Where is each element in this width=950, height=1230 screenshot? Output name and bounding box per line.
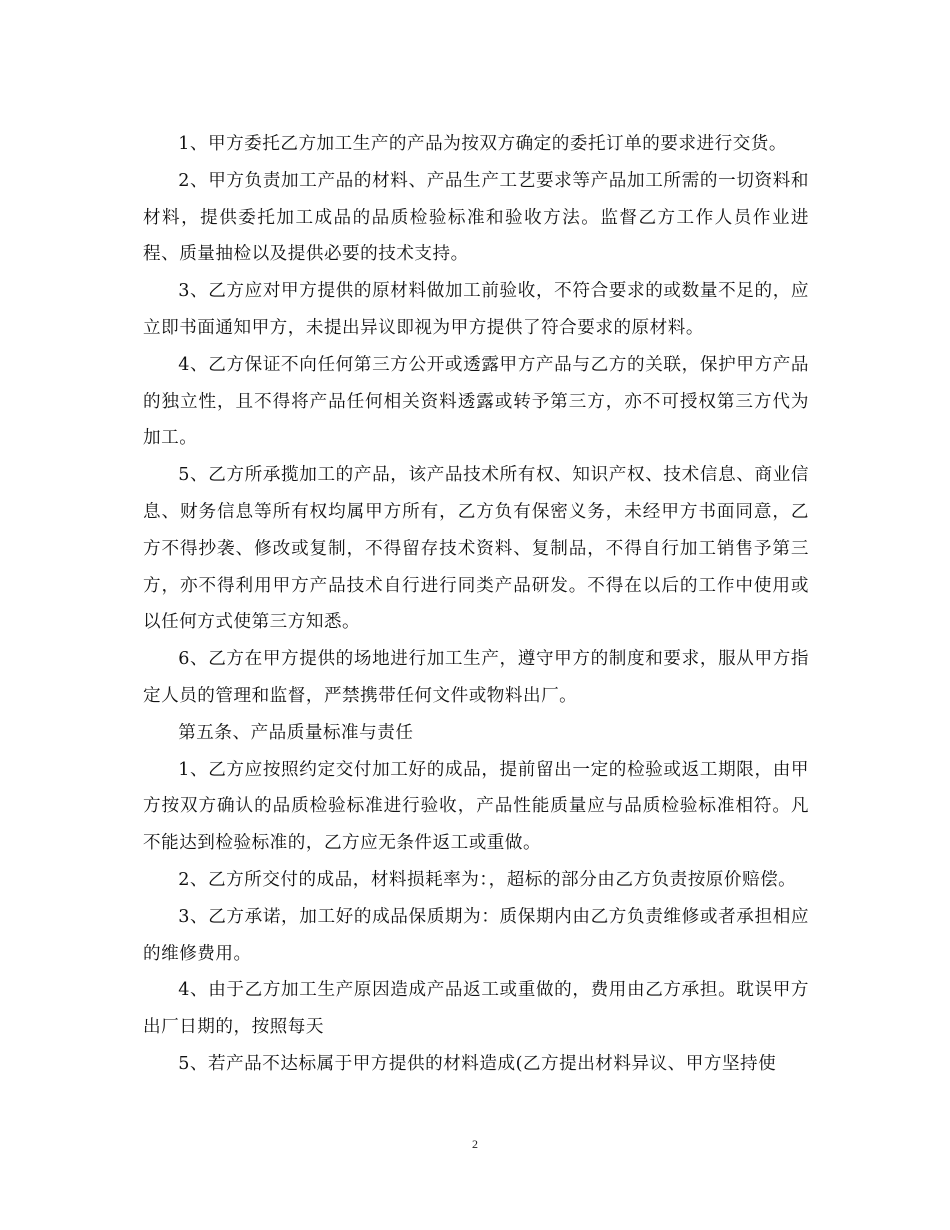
paragraph-4: 4、乙方保证不向任何第三方公开或透露甲方产品与乙方的关联，保护甲方产品的独立性，且不得将产品任何相关资料透露或转予第三方，亦不可授权第三方代为加工。 xyxy=(143,354,809,449)
paragraph-3: 3、乙方应对甲方提供的原材料做加工前验收，不符合要求的或数量不足的，应立即书面通知甲方，未提出异议即视为甲方提供了符合要求的原材料。 xyxy=(143,281,809,338)
paragraph-1: 1、甲方委托乙方加工生产的产品为按双方确定的委托订单的要求进行交货。 xyxy=(178,134,787,154)
paragraph-9: 3、乙方承诺，加工好的成品保质期为：质保期内由乙方负责维修或者承担相应的维修费用。 xyxy=(143,906,809,964)
page-number: 2 xyxy=(472,1137,478,1151)
paragraph-7: 1、乙方应按照约定交付加工好的成品，提前留出一定的检验或返工期限，由甲方按双方确认的品质检验标准进行验收，产品性能质量应与品质检验标准相符。凡不能达到检验标准的，乙方应无条件返工或重做。 xyxy=(143,759,809,854)
paragraph-8: 2、乙方所交付的成品，材料损耗率为：，超标的部分由乙方负责按原价赔偿。 xyxy=(178,869,797,890)
paragraph-5: 5、乙方所承揽加工的产品，该产品技术所有权、知识产权、技术信息、商业信息、财务信息等所有权均属甲方所有，乙方负有保密义务，未经甲方书面同意，乙方不得抄袭、修改或复制，不得留存技术资料、复制品，不得自行加工销售予第三方，亦不得利用甲方产品技术自行进行同类产品研发。不得在以后的工作中使用或以任何方式使第三方知悉。 xyxy=(143,465,809,633)
paragraph-10: 4、由于乙方加工生产原因造成产品返工或重做的，费用由乙方承担。耽误甲方出厂日期的，按照每天 xyxy=(143,980,809,1038)
paragraph-6: 6、乙方在甲方提供的场地进行加工生产，遵守甲方的制度和要求，服从甲方指定人员的管理和监督，严禁携带任何文件或物料出厂。 xyxy=(143,649,809,706)
section-heading: 第五条、产品质量标准与责任 xyxy=(178,722,414,743)
paragraph-2: 2、甲方负责加工产品的材料、产品生产工艺要求等产品加工所需的一切资料和材料，提供委托加工成品的品质检验标准和验收方法。监督乙方工作人员作业进程、质量抽检以及提供必要的技术支持。 xyxy=(143,170,809,265)
paragraph-11: 5、若产品不达标属于甲方提供的材料造成(乙方提出材料异议、甲方坚持使 xyxy=(178,1053,777,1074)
document-body xyxy=(143,126,809,1083)
